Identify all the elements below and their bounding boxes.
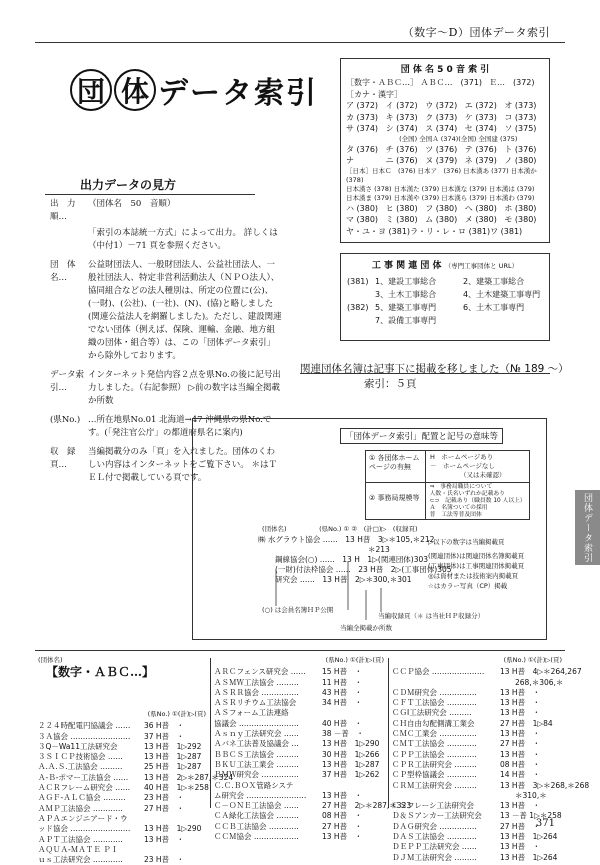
list-entry[interactable]	[38, 762, 206, 772]
section-heading: 【数字・ＡＢＣ…】	[46, 665, 155, 679]
kana-link[interactable]: ト (376)	[504, 144, 537, 154]
list-entry[interactable]	[214, 750, 384, 760]
entry-pages: 08 H普 ・	[500, 759, 541, 769]
entry-name: ＣＰＲ工法研究会 ………	[392, 759, 477, 769]
entry-name: ム研究会 ……………………	[214, 790, 307, 800]
entry-list	[38, 721, 234, 865]
kana-link[interactable]: ヤ・ユ・ヨ (381)	[346, 226, 411, 236]
entry-pages: 37 H普 1▷262	[322, 770, 380, 780]
construction-box	[340, 253, 550, 341]
entry-pages	[322, 781, 384, 791]
entry-name: ＡＭＰ工法協会 …………	[38, 803, 123, 813]
kana-link[interactable]: ハ (380)	[346, 203, 379, 213]
kana-link[interactable]: イ (372)	[385, 101, 418, 110]
construction-link[interactable]: 5、建築工事専門	[375, 303, 437, 312]
entry-name: ＡＧＦ-ＡＬＣ協会 ………	[38, 793, 126, 803]
kana-row	[346, 89, 544, 101]
entry-pages: 13 H普 ・	[500, 842, 541, 852]
entry-name: ＢＢＣＳ工法協会 ………	[214, 749, 299, 759]
entry-name: ＣＭＴ工法協会 …………	[392, 739, 477, 749]
title-circle-1: 団	[70, 69, 112, 111]
entry-pages: 13 H普 ・	[500, 729, 541, 739]
kana-link[interactable]: ク (373)	[425, 112, 458, 122]
entry-pages: 34 H普 ・	[322, 698, 363, 708]
page-title	[70, 68, 318, 112]
kana-link[interactable]: (全国) 全国建 (375)	[458, 134, 518, 143]
column-header: (県No.) ①(計)▷(頁)	[147, 710, 206, 718]
kana-small-row[interactable]: 日本漢さ (378) 日本漢た (379) 日本漢な (379) 日本漢は (379)	[346, 184, 535, 193]
list-entry[interactable]	[38, 804, 206, 814]
entry-name: ＣＲＭ工法研究会 ………	[392, 780, 477, 790]
list-entry[interactable]	[38, 721, 206, 731]
entry-name: 協議会 ……………………	[214, 718, 299, 728]
entry-name: ＡＳＲＲ協会 ……………	[214, 687, 299, 697]
entry-name: ＣＣＢ工法協会 …………	[214, 821, 299, 831]
kana-link[interactable]: ヌ (379)	[425, 156, 458, 165]
kana-link[interactable]: モ (380)	[504, 215, 537, 224]
kana-small-row[interactable]: 日本漢ま (379) 日本漢や (379) 日本漢ら (379) 日本漢わ (379)	[346, 193, 535, 202]
entry-pages: ＊310,＊	[500, 790, 547, 800]
entry-name: ＣＧⅠ工法研究会 ………	[392, 708, 472, 718]
column-header-left: (団体名)	[38, 656, 63, 664]
entry-pages: 27 H普 ・	[500, 821, 541, 831]
entry-list	[392, 667, 590, 863]
entry-name	[392, 791, 500, 801]
list-entry[interactable]	[38, 732, 206, 742]
list-entry[interactable]	[392, 832, 562, 842]
kana-link[interactable]: ナ	[346, 156, 354, 165]
entry-name: ＣＰ型枠協議会 …………	[392, 770, 477, 780]
entry-name: Ａバネ工法普及協議会 …	[214, 739, 299, 749]
entry-name: ＡＲＣフェンス研究会 ……	[214, 667, 306, 677]
entry-name: ２２４時配電円協議会 ……	[38, 721, 131, 731]
list-entry[interactable]	[214, 739, 384, 749]
entry-pages: 25 H普 1▷287	[144, 762, 202, 772]
construction-link[interactable]: 1、建設工事総合	[375, 277, 437, 286]
kana-link[interactable]: マ (380)	[346, 215, 379, 224]
legend-lines	[256, 520, 436, 625]
header-rule	[35, 42, 565, 43]
list-entry[interactable]	[214, 822, 384, 832]
construction-link[interactable]: 6、土木工事専門	[463, 303, 525, 312]
kana-link[interactable]: チ (376)	[385, 144, 418, 154]
entry-pages: 13 H普 1▷287	[322, 759, 380, 769]
list-entry[interactable]	[392, 853, 562, 863]
entry-pages: 27 H普 2▷＊287,＊323	[322, 801, 412, 811]
title-circle-2: 体	[114, 69, 156, 111]
entry-pages: 27 H普 ・	[144, 803, 185, 813]
entry-name	[392, 678, 500, 688]
entry-pages: 37 H普 ・	[144, 731, 185, 741]
entry-pages: 268,＊306,＊	[500, 677, 564, 687]
kana-link[interactable]: テ (376)	[464, 144, 497, 154]
legend-bottom-1: (○) は会員名簿ＨＰ公開	[262, 606, 334, 614]
kana-row	[346, 123, 544, 135]
entry-pages: 13 H普 1▷287	[144, 752, 202, 762]
list-entry[interactable]	[214, 811, 384, 821]
entry-name: ＣＭＣ工業会 ……………	[392, 729, 477, 739]
entry-pages	[144, 845, 206, 855]
list-entry[interactable]	[214, 832, 384, 842]
entry-name: ＡＳフォーム工法連絡	[214, 708, 289, 718]
list-entry[interactable]	[392, 750, 562, 760]
side-tab[interactable]: 団体データ索引	[575, 490, 600, 565]
legend-example-3: (一財)付法枠協会 …… 23 H普 2▷(工事団体)305	[275, 565, 452, 574]
entry-name: ＣＳフレーシ工法研究会	[392, 801, 475, 811]
entry-pages: 30 H普 1▷266	[322, 749, 380, 759]
entry-pages: 43 H普 ・	[322, 687, 363, 697]
list-rule	[35, 650, 565, 651]
legend-title: 「団体データ索引」配置と記号の意味等	[340, 428, 503, 444]
list-entry	[392, 678, 562, 688]
kana-index-box	[340, 58, 550, 243]
legend-bottom-2: 当編全掲載か所数	[340, 624, 392, 632]
kana-link[interactable]: オ (373)	[504, 101, 537, 110]
list-entry[interactable]	[392, 698, 562, 708]
legend-symbol-box: ① 各団体ホーム ページの有無 H ホームページあり － ホームページなし （又は未確認） ② 事務局規模等 ⇒ 事務局職員について 人数・氏名いずれか記載あり ⊂⊃ 記載あり（職員数 10 人以上） Ａ 名簿ついての採用 普 工法等普及団体	[365, 450, 530, 520]
entry-pages: 13 H普 ・	[500, 708, 541, 718]
legend-bottom-3: 当編収録頁（＊ は当社ＨＰ収録分）	[378, 612, 485, 620]
list-entry[interactable]	[38, 845, 206, 855]
kana-link[interactable]: ワ (381)	[490, 226, 523, 236]
list-entry[interactable]	[214, 719, 384, 729]
entry-pages: 13 H普 1▷290	[144, 824, 202, 834]
legend-example-1: ㈱ 水グラウト協会 …… 13 H普 3▷＊105,＊212	[258, 535, 435, 544]
entry-name: ３Ａ協会 ……………………	[38, 731, 131, 741]
legend-example-1b: ＊213	[368, 545, 390, 554]
list-entry[interactable]	[214, 708, 384, 718]
kana-link[interactable]: ノ (380)	[504, 156, 537, 165]
entry-pages: 08 H普 ・	[322, 811, 363, 821]
kana-row	[346, 214, 544, 226]
entry-name: Ａ.Ａ.Ｓ.工法協会 ………	[38, 762, 123, 772]
kana-index-title: 団 体 名 5 0 音 索 引	[400, 65, 490, 75]
entry-pages: 11 H普 ・	[322, 677, 363, 687]
list-entry[interactable]	[392, 801, 562, 811]
guide-rule	[45, 194, 255, 195]
list-entry[interactable]	[38, 793, 206, 803]
construction-row: (382) 5、建築工事専門 6、土木工事専門	[347, 303, 525, 312]
legend-remark-1: ▷以下の数字は当編掲載頁	[428, 538, 505, 546]
kana-row	[346, 226, 544, 238]
list-entry[interactable]	[214, 667, 384, 677]
construction-link[interactable]: 3、土木工事総合	[375, 290, 437, 299]
moved-rule	[300, 373, 550, 374]
kana-link[interactable]: ホ (380)	[504, 203, 537, 213]
construction-link[interactable]: 2、建築工事総合	[463, 277, 525, 286]
construction-link[interactable]: 7、設備工事専門	[375, 316, 437, 325]
kana-link[interactable]: ラ・リ・レ・ロ (381)	[410, 226, 491, 236]
entry-pages	[144, 814, 206, 824]
entry-pages: 27 H普 ・	[322, 821, 363, 831]
entry-name: ＤＡＳ工法協会 …………	[392, 832, 477, 842]
list-entry[interactable]	[38, 855, 206, 865]
list-entry[interactable]	[392, 770, 562, 780]
construction-row: (381) 1、建設工事総合 2、建築工事総合	[347, 277, 525, 286]
construction-row	[347, 314, 543, 327]
entry-pages: 13 H普 1▷290	[322, 739, 380, 749]
list-entry	[392, 791, 562, 801]
list-entry[interactable]	[392, 688, 562, 698]
entry-pages: 13 H普 ・	[500, 749, 541, 759]
title-text: データ索引	[158, 76, 318, 111]
note-item: 出 力 順…（団体名 50 音順）	[50, 199, 176, 222]
entry-pages: 27 H普 1▷84	[500, 718, 553, 728]
list-column-3	[392, 655, 590, 863]
entry-name: ＣＦＴ工法協会 …………	[392, 698, 477, 708]
entry-pages: 13 H普 1▷292	[144, 741, 202, 751]
kana-link[interactable]: タ (376)	[346, 144, 379, 154]
kana-link[interactable]: ス (374)	[425, 124, 458, 133]
entry-name: Ａｓｎｙ工法研究会 ……	[214, 729, 299, 739]
kana-link[interactable]: セ (374)	[464, 124, 497, 133]
entry-name: ＡＳＲリチウム工法協会	[214, 698, 297, 708]
list-entry[interactable]	[214, 729, 384, 739]
kana-row	[346, 135, 544, 144]
entry-name: ＣＨ自由勾配側溝工業会	[392, 718, 475, 728]
entry-name: ＢＫＵ工法工業会 ………	[214, 759, 299, 769]
list-entry[interactable]	[392, 667, 582, 677]
entry-pages: 13 H普 ・	[322, 832, 363, 842]
kana-link[interactable]: サ (374)	[346, 124, 379, 133]
list-entry[interactable]	[38, 783, 209, 793]
list-entry[interactable]	[214, 678, 384, 688]
kana-link[interactable]: ア (372)	[346, 101, 379, 110]
kana-link[interactable]: ツ (376)	[425, 144, 458, 154]
page-number: 371	[535, 818, 555, 829]
entry-name: ＤＡＧ研究会 ……………	[392, 821, 477, 831]
entry-name: ＡＳＭＷ工法協会 ………	[214, 677, 299, 687]
note-item: 「索引の本誌統一方式」によって出力。 詳しくは（中付1）－71 頁を参照ください。	[88, 228, 278, 251]
entry-pages: 40 H普 1▷＊258	[144, 783, 209, 793]
kana-row	[346, 155, 544, 167]
entry-name: ＢＭＷ研究会 ……………	[214, 770, 299, 780]
entry-pages: 13 H普 ・	[144, 834, 185, 844]
entry-pages: 14 H普 ・	[500, 770, 541, 780]
list-column-1	[38, 655, 234, 865]
entry-name: ３Q－Wa11工法研究会	[38, 741, 118, 751]
kana-small-row[interactable]: ［日本］日本Ｃ (376) 日本ア (376) 日本漢あ (377) 日本漢か (378)	[346, 166, 537, 184]
entry-pages: 13 H普 ・	[500, 698, 541, 708]
note-item: データ索引…インターネット発信内容２点を県No.の後に記号出力しました。（右記参照） ▷前の数字は当編全掲載か所数	[50, 370, 281, 406]
legend-remark-2: (関連団体)は関連団体名簿掲載頁	[428, 552, 525, 560]
running-header: （数字～D）団体データ索引	[402, 26, 550, 39]
guide-title: 出力データの見方	[80, 178, 177, 192]
entry-pages: 27 H普 ・	[500, 739, 541, 749]
kana-subhead: ［カナ・漢字］	[346, 89, 402, 99]
kana-link[interactable]: ム (380)	[425, 215, 458, 224]
list-entry[interactable]	[214, 688, 384, 698]
kana-link[interactable]: ケ (373)	[464, 112, 497, 122]
legend-example-4: 研究会 …… 13 H普 2▷＊300,＊301	[275, 575, 412, 584]
entry-name: ＡＰＴ工法協会 …………	[38, 834, 123, 844]
entry-pages: 38 －普 ・	[322, 729, 364, 739]
entry-name: ＤＪＭ工法研究会 ………	[392, 852, 477, 862]
list-entry[interactable]	[392, 729, 562, 739]
list-entry[interactable]	[38, 824, 206, 834]
entry-name: ＣＣＭ協会 ………………	[214, 832, 299, 842]
kana-row	[346, 203, 544, 215]
entry-name: ＤＥＰＰ工法研究会 ……	[392, 842, 477, 852]
kana-row	[346, 77, 544, 89]
legend-remark-5: ☆はカラー写真（CP）掲載	[428, 582, 508, 590]
kana-row	[346, 144, 544, 156]
kana-link[interactable]: メ (380)	[464, 215, 497, 224]
legend-remark-4: ◎は資材または技術案内掲載頁	[428, 572, 519, 580]
kana-link[interactable]: ［数字・ＡＢＣ…］ ＡＢＣ… (371)	[346, 78, 483, 87]
note-item: 団 体 名…公益財団法人、一般財団法人、公益社団法人、一般社団法人、特定非営利活動法人（ＮＰＯ法人）、協同組合などの法人種別は、所定の位置に(公)、(一財)、(公社)、(一社)、(N)、(協)と略しました(関連公益法人を網羅しました)。ただし、建設関連でない団体（例えば、保険、運輸、金融、地方組織の団体・組合等）は、この「団体データ索引」から除外しております。	[50, 260, 282, 361]
list-entry[interactable]	[38, 742, 206, 752]
kana-link[interactable]: ウ (372)	[425, 101, 458, 110]
kana-link[interactable]: コ (373)	[504, 112, 537, 122]
column-divider	[388, 658, 389, 808]
list-entry[interactable]	[392, 760, 562, 770]
entry-name: ＡＱＵＡ-ＭＡＴＥ ＰＩ	[38, 844, 119, 854]
entry-name: Ｃ.Ｃ.ＢＯＸ管路システ	[214, 780, 294, 790]
list-entry[interactable]	[392, 780, 590, 791]
kana-link[interactable]: ソ (375)	[504, 124, 537, 133]
kana-link[interactable]: ネ (379)	[464, 156, 497, 165]
kana-link[interactable]: ニ (376)	[385, 156, 418, 165]
list-entry[interactable]	[214, 770, 384, 780]
kana-row	[346, 112, 544, 124]
construction-title: 工 事 関 連 団 体 （専門工事団体と URL）	[371, 261, 519, 271]
list-entry[interactable]	[214, 760, 384, 770]
entry-name: ＡＣＲフレーム研究会 ……	[38, 783, 131, 793]
entry-name: Ａ-Ｂ-ポマー工法協会 ……	[38, 772, 129, 782]
list-entry[interactable]	[392, 842, 562, 852]
list-entry[interactable]	[392, 739, 562, 749]
entry-list	[214, 667, 412, 842]
kana-link[interactable]: ヘ (380)	[464, 203, 497, 213]
list-entry[interactable]	[38, 835, 206, 845]
kana-link[interactable]: カ (373)	[346, 112, 379, 122]
kana-link[interactable]: シ (374)	[385, 124, 418, 133]
entry-name: ＣＰＰ工法協会 …………	[392, 749, 477, 759]
construction-row	[347, 288, 543, 301]
legend-example-2: 鋼線協会(○) …… 13 H 1▷(関連団体)303	[275, 555, 429, 564]
entry-pages: 13 －普 1▷＊258	[500, 811, 562, 821]
entry-pages	[322, 708, 384, 718]
legend-remark-3: (工事団体)は工事関連団体掲載頁	[428, 562, 525, 570]
note-item: 収 録 頁…当編掲載分のみ「頁」を入れました。団体のくわしい内容はインターネットをご覧下さい。 ＊はＴＥＬ付で掲載している頁です。	[50, 447, 277, 483]
list-entry[interactable]	[214, 801, 412, 811]
entry-name: ッド協会 ……………………	[38, 824, 131, 834]
kana-link[interactable]: ミ (380)	[385, 215, 418, 224]
entry-pages: 13 H普 ・	[500, 687, 541, 697]
list-entry[interactable]	[38, 772, 234, 783]
kana-link[interactable]: エ (372)	[464, 101, 497, 110]
list-entry[interactable]	[38, 814, 206, 824]
moved-index: 索引：５頁	[364, 378, 417, 390]
entry-pages: 13 H普 ・	[322, 790, 363, 800]
kana-link[interactable]: ヒ (380)	[385, 203, 418, 213]
list-entry[interactable]	[392, 708, 562, 718]
column-header: (県No.) ①(計)▷(頁)	[503, 656, 562, 664]
list-entry[interactable]	[38, 752, 206, 762]
entry-name: ｕｓ工法研究会 …………	[38, 855, 123, 865]
kana-link[interactable]: Ｅ… (372)	[489, 78, 535, 87]
list-entry[interactable]	[392, 719, 562, 729]
list-entry[interactable]	[214, 791, 384, 801]
list-column-2	[214, 655, 412, 842]
entry-pages: 23 H普 ・	[144, 793, 185, 803]
entry-pages: 13 H普 4▷＊264,267	[500, 667, 582, 677]
entry-name: Ｄ＆Ｓアンカー工法研究会	[392, 811, 482, 821]
entry-name: ＣＤＭ研究会 ……………	[392, 687, 477, 697]
column-divider	[210, 658, 211, 808]
entry-pages: 13 H普 2▷＊287,＊324	[144, 772, 234, 782]
list-entry[interactable]	[214, 698, 384, 708]
entry-pages: 36 H普 ・	[144, 721, 185, 731]
entry-name: Ｃ－ＯＮＥ工法協会 ……	[214, 801, 299, 811]
entry-name: ３ＳＩＣＰ技術協会 ……	[38, 752, 123, 762]
list-entry[interactable]	[214, 781, 384, 791]
entry-name: ＣＡ緑化工法協会 ………	[214, 811, 299, 821]
entry-name: ＡＰＡエンジニアード・ウ	[38, 813, 128, 823]
entry-pages: 13 H普 3▷＊268,＊268	[500, 780, 590, 790]
entry-pages: 13 H普 1▷264	[500, 832, 558, 842]
entry-pages: 13 H普 1▷264	[500, 852, 558, 862]
column-header: (県No.) ①(計)▷(頁)	[325, 656, 384, 664]
note-item: (県No.) …所在地県No.01 北海道→47 沖縄県の県No.です。(「発注官公庁」の都道府県名に案内)	[50, 415, 272, 438]
entry-name: ＣＣＰ協会 …………………	[392, 667, 485, 677]
kana-link[interactable]: キ (373)	[385, 112, 418, 122]
entry-pages: 13 H普 ・	[500, 801, 541, 811]
entry-pages: 23 H普 ・	[144, 855, 185, 865]
kana-link[interactable]: フ (380)	[425, 203, 458, 213]
entry-pages: 15 H普 ・	[322, 667, 363, 677]
kana-link[interactable]: (全国) 全国Ａ (374)	[399, 134, 459, 143]
kana-row	[346, 100, 544, 112]
legend-column-labels: (団体名) (県No.) ① ② (計□)▷ (収録頁)	[262, 525, 418, 533]
construction-link[interactable]: 4、土木建築工事専門	[463, 290, 541, 299]
moved-notice: 関連団体名簿は記事下に掲載を移しました（№ 189 ～）	[300, 363, 569, 375]
entry-pages: 40 H普 ・	[322, 718, 363, 728]
